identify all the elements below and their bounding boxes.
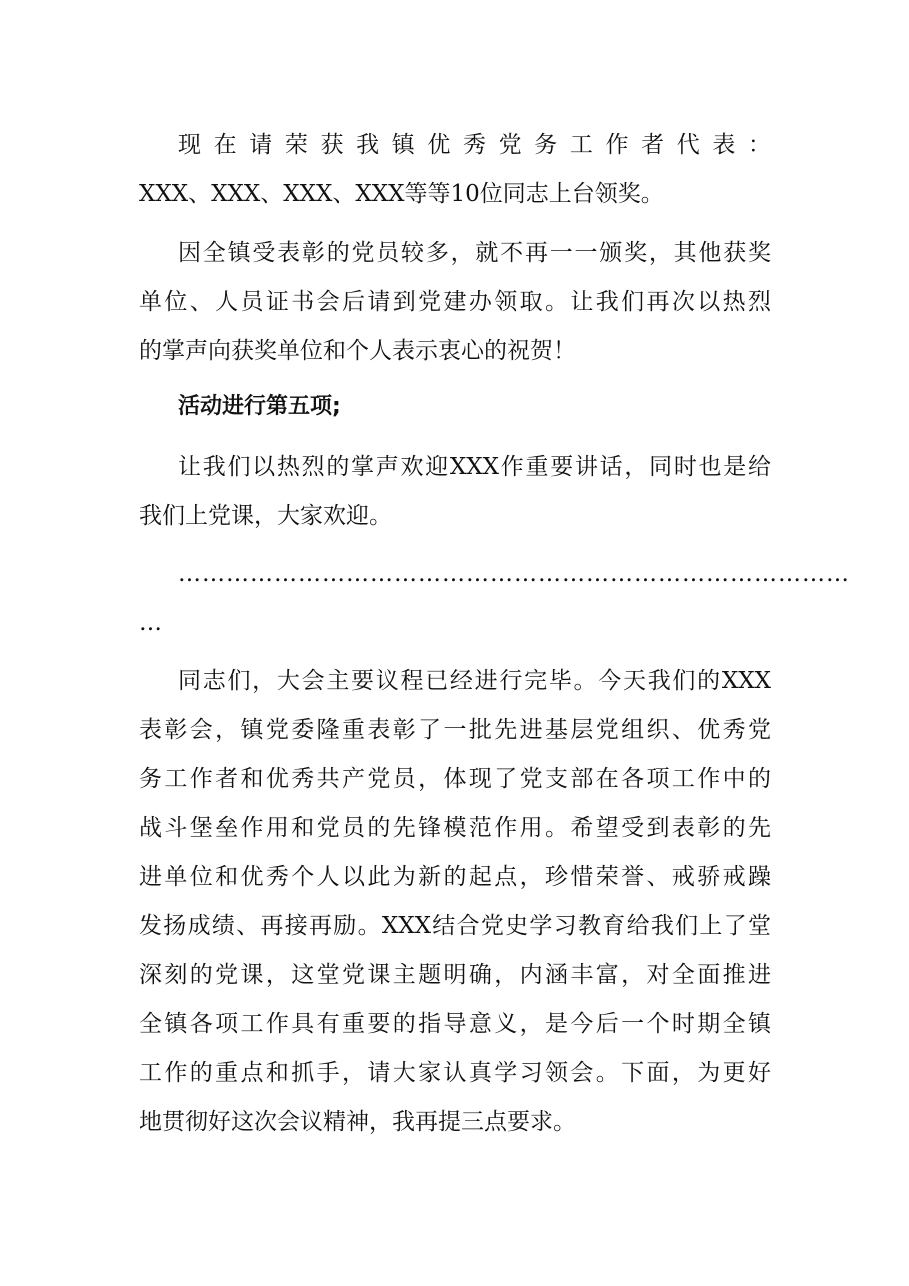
paragraph-line: 我们上党课，大家欢迎。: [139, 503, 392, 529]
section-heading: 活动进行第五项;: [178, 394, 341, 419]
paragraph-line: 让我们以热烈的掌声欢迎XXX作重要讲话，同时也是给: [178, 454, 771, 480]
paragraph-line: 表彰会，镇党委隆重表彰了一批先进基层党组织、优秀党: [139, 717, 771, 743]
paragraph-line: 的掌声向获奖单位和个人表示衷心的祝贺！: [139, 338, 576, 364]
ellipsis-line: …………………………………………………………………………: [178, 561, 850, 587]
paragraph-line: 工作的重点和抓手，请大家认真学习领会。下面，为更好: [139, 1060, 771, 1086]
paragraph-line: 进单位和优秀个人以此为新的起点，珍惜荣誉、戒骄戒躁: [139, 864, 771, 890]
paragraph-line: 深刻的党课，这堂党课主题明确，内涵丰富，对全面推进: [139, 962, 771, 988]
paragraph-line: 同志们，大会主要议程已经进行完毕。今天我们的XXX: [178, 668, 771, 694]
paragraph-line: 因全镇受表彰的党员较多，就不再一一颁奖，其他获奖: [178, 240, 771, 266]
paragraph-line: XXX、XXX、XXX、XXX等等10位同志上台领奖。: [139, 181, 664, 207]
paragraph-line: 战斗堡垒作用和党员的先锋模范作用。希望受到表彰的先: [139, 815, 771, 841]
paragraph-line: 务工作者和优秀共产党员，体现了党支部在各项工作中的: [139, 766, 771, 792]
paragraph-line: 发扬成绩、再接再励。XXX结合党史学习教育给我们上了堂: [139, 913, 771, 939]
ellipsis-line: …: [139, 610, 163, 636]
paragraph-line: 现在请荣获我镇优秀党务工作者代表：: [178, 132, 771, 158]
paragraph-line: 单位、人员证书会后请到党建办领取。让我们再次以热烈: [139, 289, 771, 315]
paragraph-line: 全镇各项工作具有重要的指导意义，是今后一个时期全镇: [139, 1011, 771, 1037]
paragraph-line: 地贯彻好这次会议精神，我再提三点要求。: [139, 1109, 576, 1135]
